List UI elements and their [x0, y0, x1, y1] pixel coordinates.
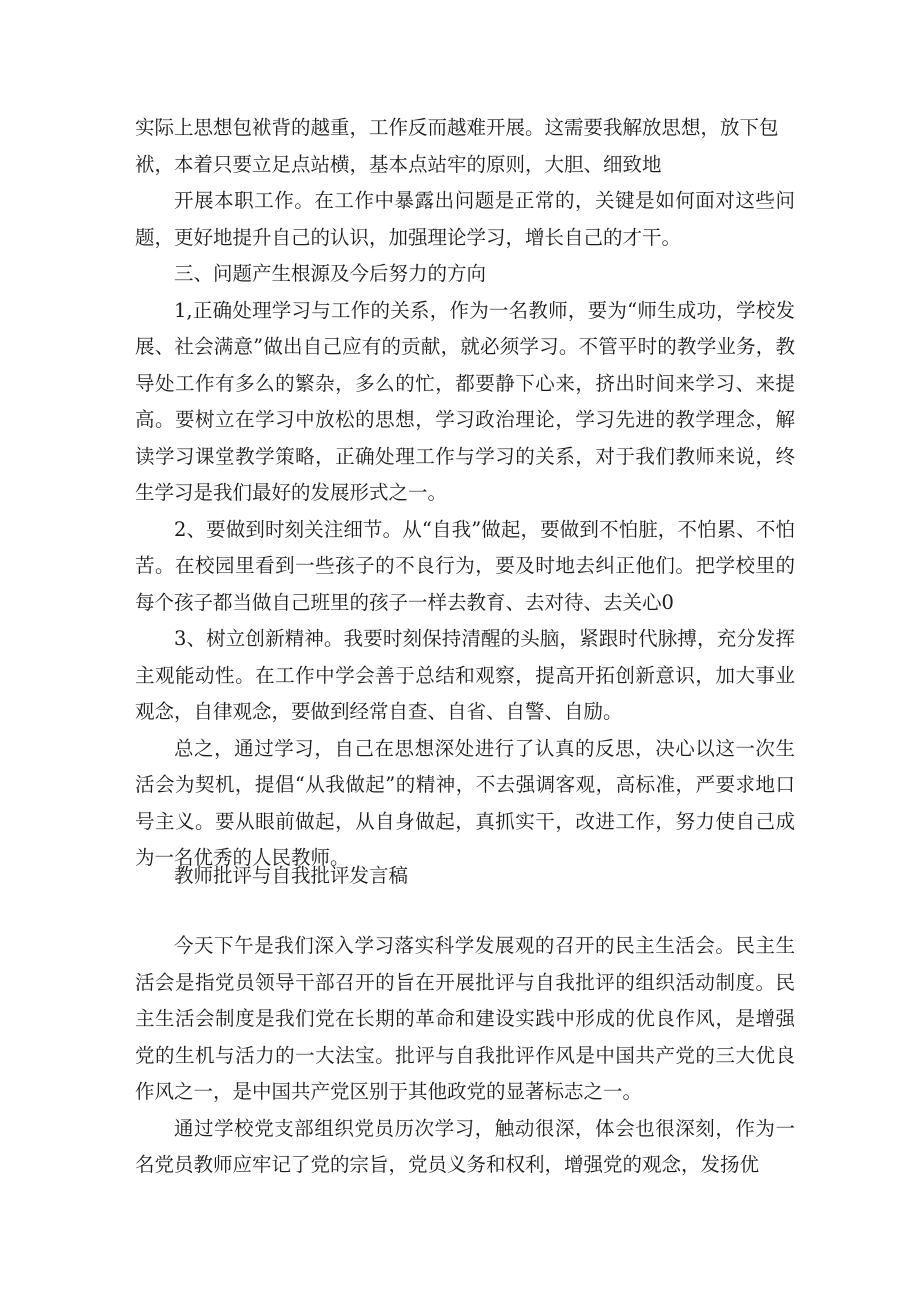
body-text-part-1	[135, 110, 795, 877]
intro-line: 实际上思想包袱背的越重，工作反而越难开展。这需要我解放思想，放下包	[135, 116, 779, 139]
paragraph: 通过学校党支部组织党员历次学习，触动很深，体会也很深刻，作为一名党员教师应牢记了党的宗旨，党员义务和权利，增强党的观念，发扬优	[135, 1116, 795, 1176]
body-text-part-2	[135, 928, 795, 1184]
document-title: 教师批评与自我批评发言稿	[174, 864, 409, 887]
paragraph: 3、树立创新精神。我要时刻保持清醒的头脑，紧跟时代脉搏，充分发挥主观能动性。在工作中学会善于总结和观察，提高开拓创新意识，加大事业观念，自律观念，要做到经常自查、自省、自警、自励。	[135, 627, 795, 723]
paragraph: 开展本职工作。在工作中暴露出问题是正常的，关键是如何面对这些问题，更好地提升自己的认识，加强理论学习，增长自己的才干。	[135, 189, 795, 249]
paragraph: 总之，通过学习，自己在思想深处进行了认真的反思，决心以这一次生活会为契机，提倡“从我做起”的精神，不去强调客观，高标准，严要求地口号主义。要从眼前做起，从自身做起，真抓实干，改进工作，努力使自己成为一名优秀的人民教师。	[135, 736, 795, 869]
paragraph: 今天下午是我们深入学习落实科学发展观的召开的民主生活会。民主生活会是指党员领导干部召开的旨在开展批评与自我批评的组织活动制度。民主生活会制度是我们党在长期的革命和建设实践中形成的优良作风，是增强党的生机与活力的一大法宝。批评与自我批评作风是中国共产党的三大优良作风之一，是中国共产党区别于其他政党的显著标志之一。	[135, 934, 795, 1103]
intro-line: 袱，本着只要立足点站横，基本点站牢的原则，大胆、细致地	[135, 152, 662, 176]
paragraph: 2、要做到时刻关注细节。从“自我”做起，要做到不怕脏，不怕累、不怕苦。在校园里看到一些孩子的不良行为，要及时地去纠正他们。把学校里的每个孩子都当做自己班里的孩子一样去教育、去对待、去关心0	[135, 517, 795, 614]
paragraph: 1,正确处理学习与工作的关系，作为一名教师，要为“师生成功，学校发展、社会满意”做出自己应有的贡献，就必须学习。不管平时的教学业务，教导处工作有多么的繁杂，多么的忙，都要静下心来，挤出时间来学习、来提高。要树立在学习中放松的思想，学习政治理论，学习先进的教学理念，解读学习课堂教学策略，正确处理工作与学习的关系，对于我们教师来说，终生学习是我们最好的发展形式之一。	[135, 298, 795, 504]
section-heading: 三、问题产生根源及今后努力的方向	[174, 262, 487, 285]
